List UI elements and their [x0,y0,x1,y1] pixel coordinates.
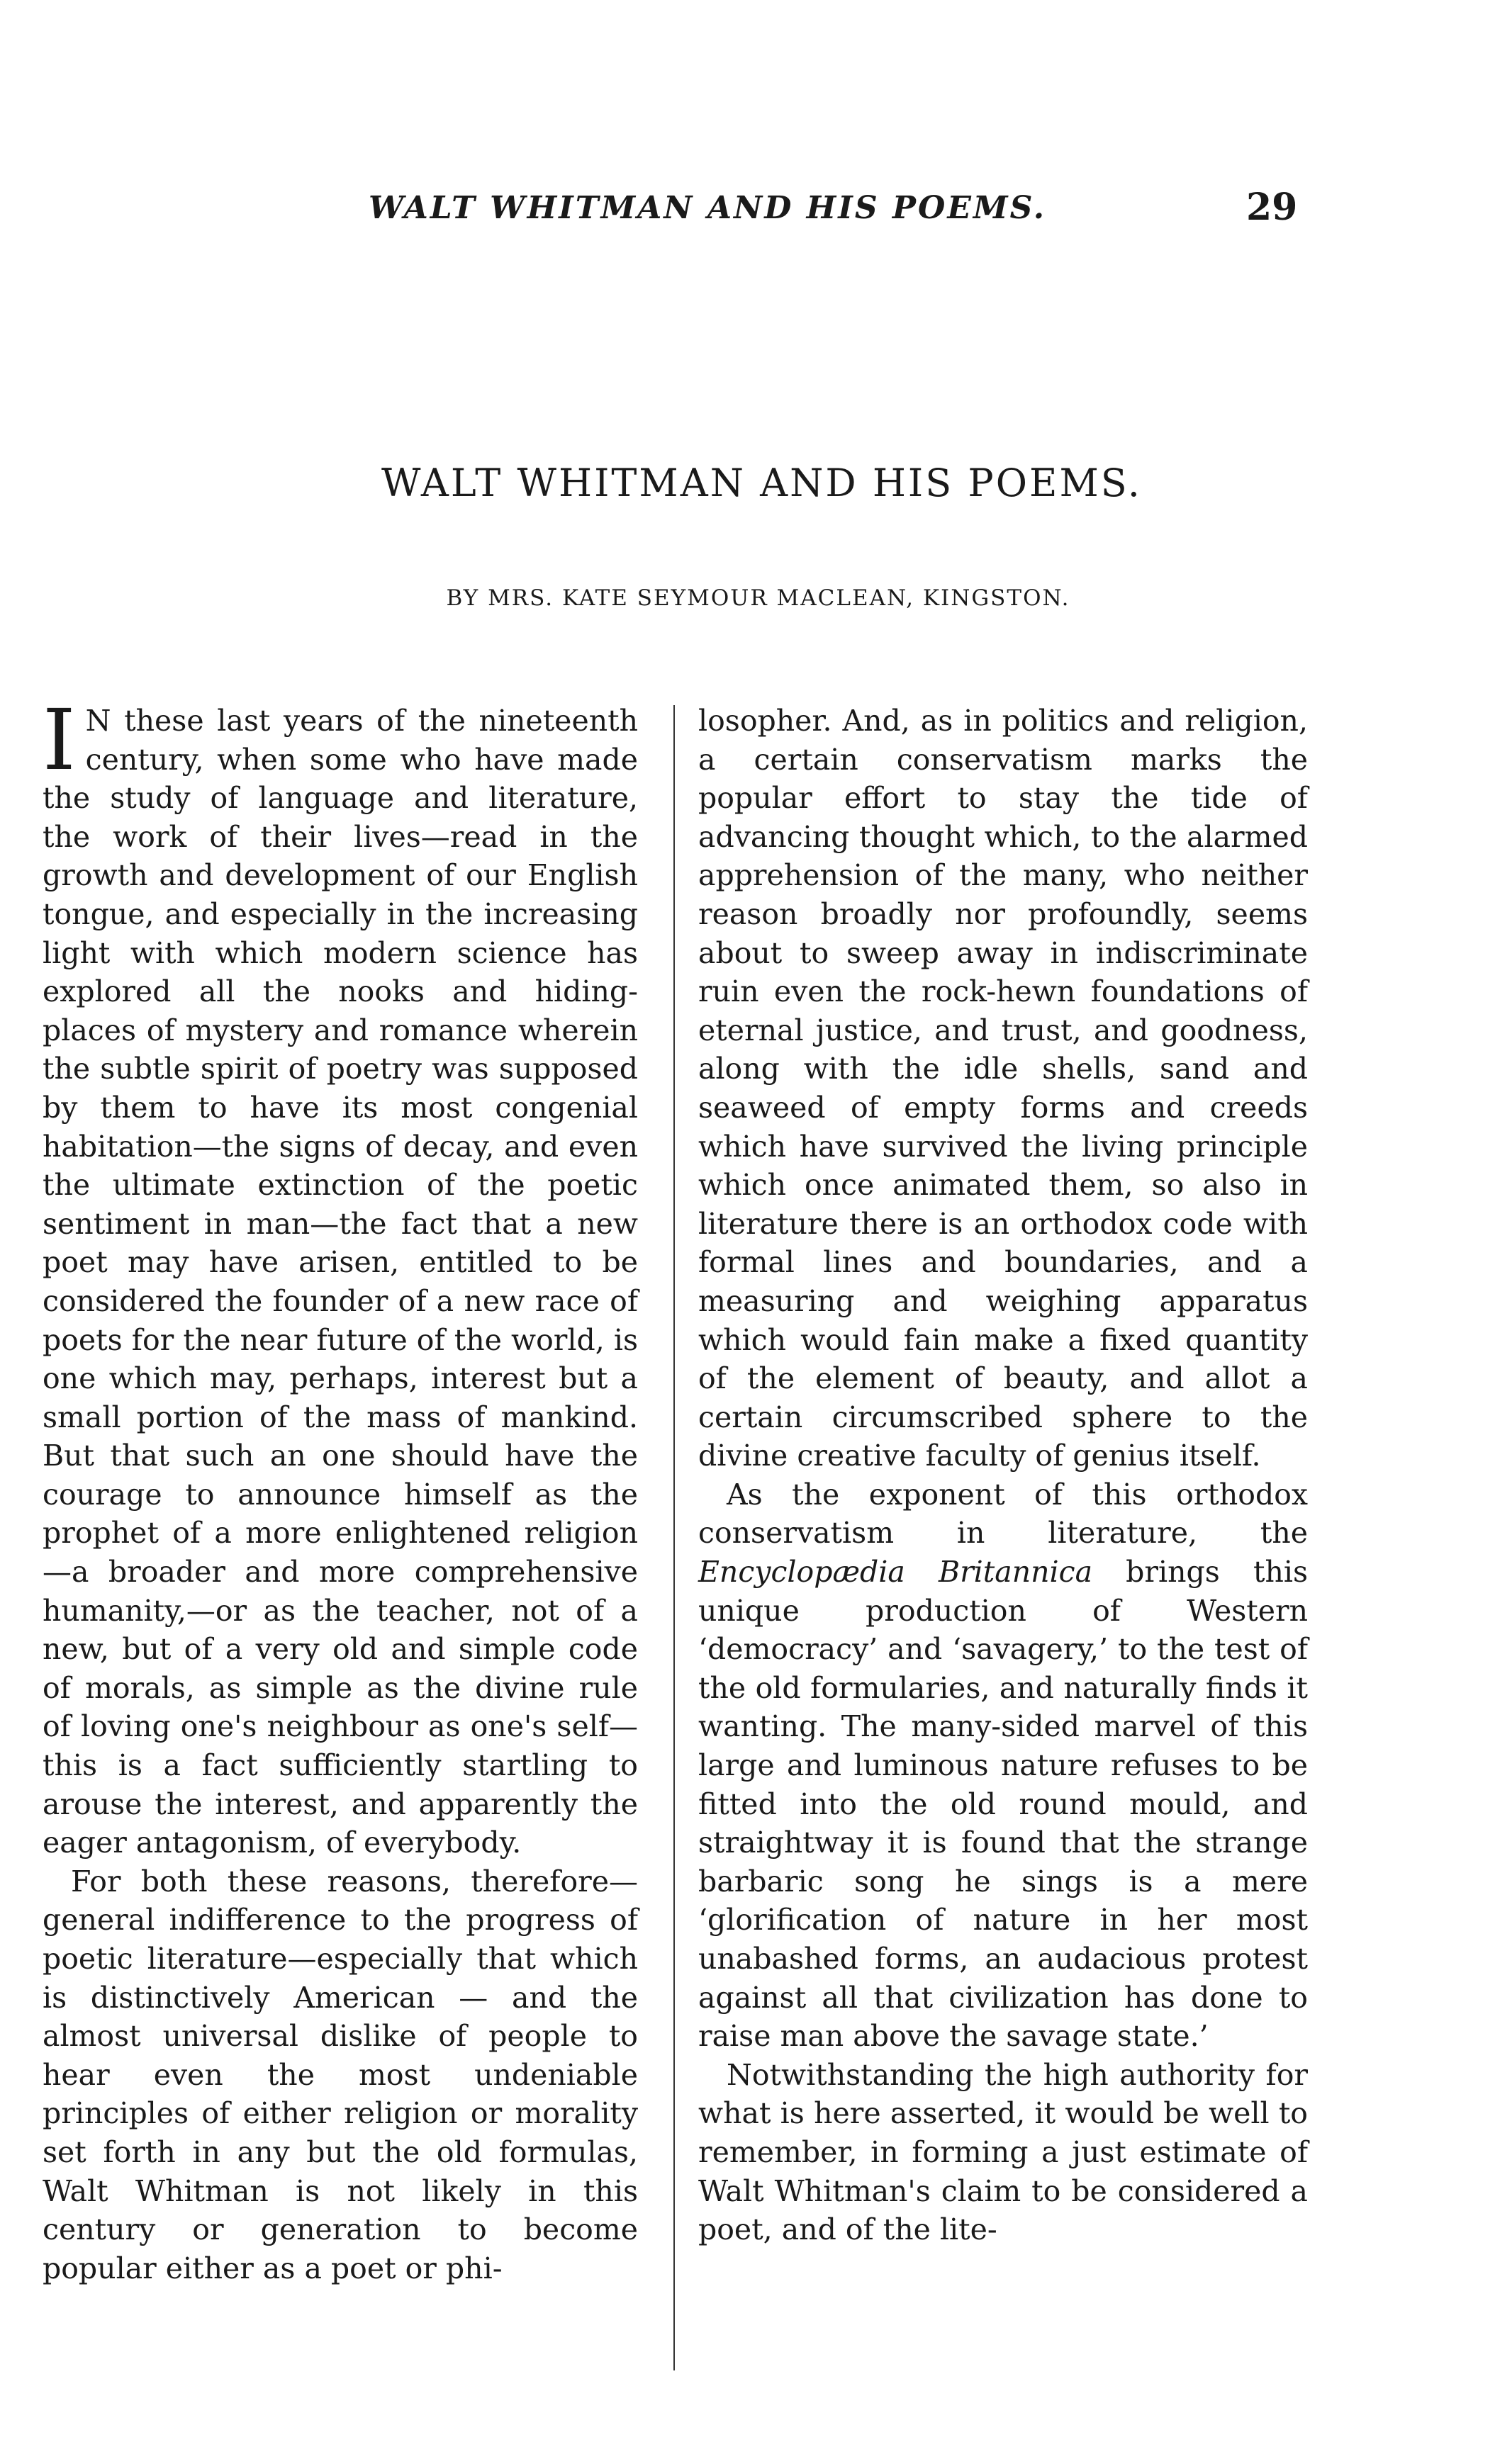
paragraph-1 [43,691,638,1862]
paragraph-4 [698,1475,1308,2056]
right-column [698,702,1308,2249]
drop-cap: I [43,691,76,789]
paragraph-4-text-a: As the exponent of this orthodox conservatism in literature, the [698,1477,1308,1551]
paragraph-3: losopher. And, as in politics and religion, a certain conservatism marks the popular effort to stay the tide of advancing thought which, to the alarmed apprehension of the many, who neither reason broadly nor profoundly, seems about to sweep away in indiscriminate ruin even the rock-hewn foundations of eternal justice, and trust, and goodness, along with the idle shells, sand and seaweed of empty forms and creeds which have survived the living principle which once animated them, so also in literature there is an orthodox code with formal lines and boundaries, and a measuring and weighing apparatus which would fain make a fixed quantity of the element of beauty, and allot a certain circumscribed sphere to the divine creative faculty of genius itself. [698,704,1308,1473]
page-number: 29 [1246,186,1298,229]
article-title: WALT WHITMAN AND HIS POEMS. [381,461,1142,505]
paragraph-1-text: N these last years of the nineteenth century, when some who have made the study of language and literature, the work of their lives—read in the growth and development of our English tongue, and especially in the increasing light with which modern science has explored all the nooks and hiding-places of mystery and romance wherein the subtle spirit of poetry was supposed by them to have its most congenial habitation—the signs of decay, and even the ultimate extinction of the poetic sentiment in man—the fact that a new poet may have arisen, entitled to be considered the founder of a new race of poets for the near future of the world, is one which may, perhaps, interest but a small portion of the mass of mankind. But that such an one should have the courage to announce himself as the prophet of a more enlightened religion—a broader and more comprehensive humanity,—or as the teacher, not of a new, but of a very old and simple code of morals, as simple as the divine rule of loving one's neighbour as one's self—this is a fact sufficiently startling to arouse the interest, and apparently the eager antagonism, of everybody. [43,704,638,1860]
paragraph-4-text-b: brings this unique production of Western ‘democracy’ and ‘savagery,’ to the test of the old formularies, and naturally finds it wanting. The many-sided marvel of this large and luminous nature refuses to be fitted into the old round mould, and straightway it is found that the strange barbaric song he sings is a mere ‘glorification of nature in her most unabashed forms, an audacious protest against all that civilization has done to raise man above the savage state.’ [698,1555,1309,2054]
running-head: WALT WHITMAN AND HIS POEMS. [369,190,1047,226]
paragraph-5: Notwithstanding the high authority for what is here asserted, it would be well to remember, in forming a just estimate of Walt Whitman's claim to be considered a poet, and of the lite- [698,2057,1308,2247]
left-column [43,691,638,2288]
encyclopaedia-title: Encyclopædia Britannica [698,1555,1093,1590]
paragraph-2: For both these reasons, therefore—general indifference to the progress of poetic literature—especially that which is distinctively American — and the almost universal dislike of people to hear even the most undeniable principles of either religion or morality set forth in any but the old formulas, Walt Whitman is not likely in this century or generation to become popular either as a poet or phi- [43,1864,638,2285]
article-byline: BY MRS. KATE SEYMOUR MACLEAN, KINGSTON. [446,585,1070,611]
column-divider [673,705,675,2370]
